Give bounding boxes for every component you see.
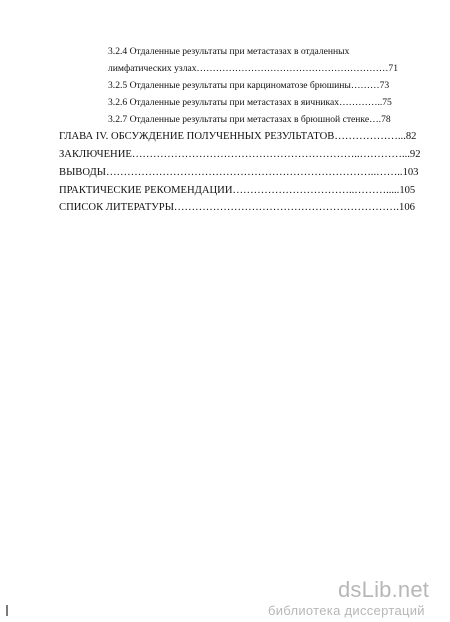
toc-entry-3-2-4-title: 3.2.4 Отдаленные результаты при метастазах в отдаленных: [108, 46, 350, 57]
toc-entry-references: СПИСОК ЛИТЕРАТУРЫ……………………………………………………….106: [59, 202, 415, 213]
watermark-caption: библиотека диссертаций: [268, 603, 425, 618]
toc-entry-conclusion: ЗАКЛЮЧЕНИЕ………………………………………………………..…………...92: [59, 149, 421, 160]
toc-entry-3-2-6: 3.2.6 Отдаленные результаты при метастазах в яичниках…………..75: [108, 97, 392, 108]
toc-entry-findings: ВЫВОДЫ…………………………………………………………………..……..103: [59, 167, 419, 178]
watermark-brand: dsLib.net: [338, 577, 430, 602]
toc-entry-3-2-7: 3.2.7 Отдаленные результаты при метастазах в брюшной стенке….78: [108, 114, 391, 125]
toc-entry-recommendations: ПРАКТИЧЕСКИЕ РЕКОМЕНДАЦИИ……………………………..……….....105: [59, 185, 416, 196]
toc-entry-3-2-5: 3.2.5 Отдаленные результаты при карциноматозе брюшины………73: [108, 80, 390, 91]
scan-edge-mark: [6, 605, 8, 616]
toc-entry-3-2-4-continued: лимфатических узлах……………………………………………………71: [108, 63, 399, 74]
watermark: [268, 579, 448, 621]
toc-entry-chapter-iv: ГЛАВА IV. ОБСУЖДЕНИЕ ПОЛУЧЕННЫХ РЕЗУЛЬТАТОВ………………...82: [59, 131, 417, 142]
